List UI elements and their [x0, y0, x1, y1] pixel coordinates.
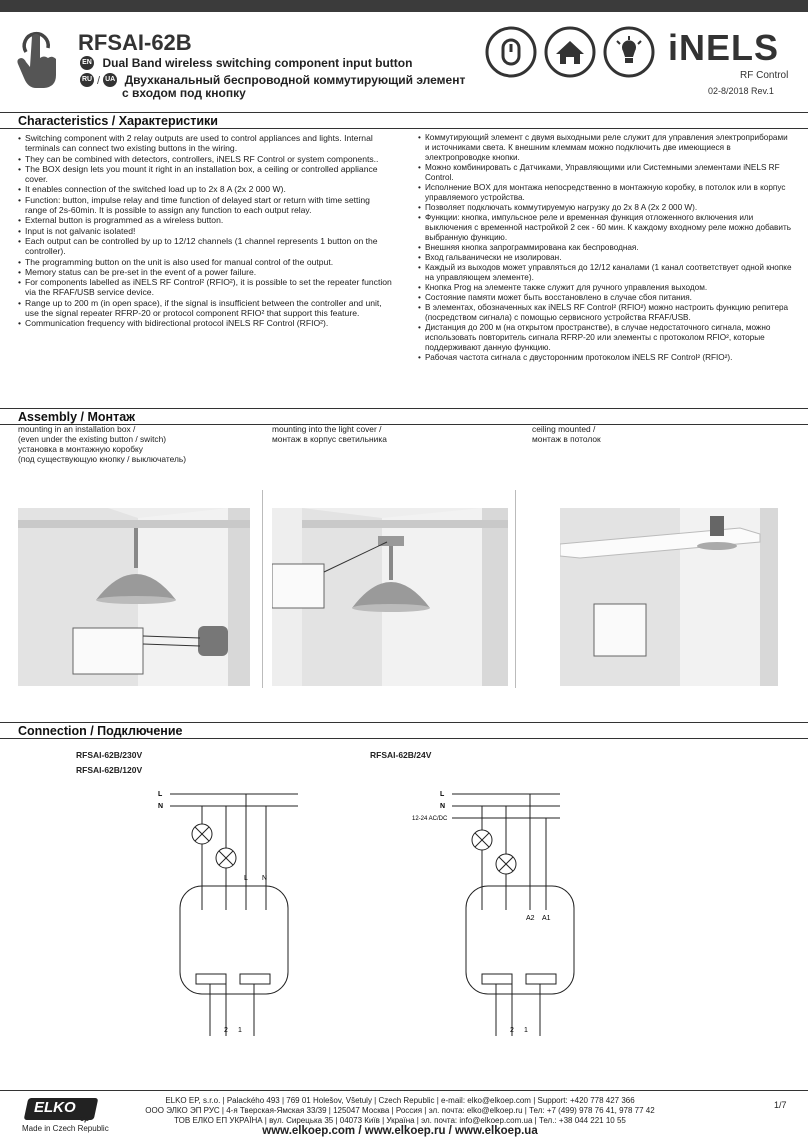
hand-pointer-icon [14, 22, 64, 88]
assembly-caption-2: mounting into the light cover / монтаж в корпус светильника [272, 424, 387, 444]
assembly-heading: Assembly / Монтаж [18, 410, 136, 424]
revision: 02-8/2018 Rev.1 [708, 86, 774, 96]
characteristics-en [18, 133, 392, 329]
power-icon [487, 28, 535, 76]
subtitle-en: Dual Band wireless switching component input button [102, 56, 413, 70]
divider [0, 722, 808, 723]
characteristic-item: • Кнопка Prog на элементе также служит для ручного управления выходом. [418, 283, 792, 293]
line-label-n: N [158, 803, 164, 810]
divider [0, 738, 808, 739]
terminal-label: N [262, 875, 268, 882]
footer-logo-ep: ep [80, 1114, 90, 1123]
lang-badge-en: EN [80, 56, 94, 70]
characteristic-item: • Состояние памяти может быть восстановлено в случае сбоя питания. [418, 293, 792, 303]
divider [0, 1090, 808, 1091]
button-label: 2 [224, 1027, 228, 1034]
button-label: 1 [524, 1027, 528, 1034]
footer-contacts [130, 1096, 670, 1136]
characteristic-item: • Коммутирующий элемент с двумя выходными реле служит для управления электроприборами и источниками света. К внешним клеммам можно подключить две имеющиеся в электропроводке кнопки. [418, 133, 792, 163]
page-number: 1/7 [774, 1100, 787, 1110]
model-label: RFSAI-62B/230V [76, 750, 143, 760]
characteristic-item: • Рабочая частота сигнала с двусторонним протоколом iNELS RF Control² (RFIO²). [418, 353, 792, 363]
characteristic-item: • Вход гальванически не изолирован. [418, 253, 792, 263]
brand-sub: RF Control [740, 70, 789, 81]
assembly-caption-1: mounting in an installation box / (even under the existing button / switch) установка в монтажную коробку (под существующую кнопку / выключатель) [18, 424, 186, 464]
characteristic-item: • Each output can be controlled by up to 12/12 channels (1 channel represents 1 button on the controller). [18, 236, 392, 257]
characteristic-item: • Можно комбинировать с Датчиками, Управляющими или Системными элементами iNELS RF Control. [418, 163, 792, 183]
product-title: RFSAI-62B [78, 30, 192, 55]
subtitle-en-row [80, 54, 412, 72]
characteristic-item: • Позволяет подключать коммутируемую нагрузку до 2x 8 A (2x 2 000 W). [418, 203, 792, 213]
wiring-diagram-230v [150, 786, 310, 1050]
characteristic-item: • For components labelled as iNELS RF Control² (RFIO²), it is possible to set the repeater function via the RFAF/USB service device. [18, 277, 392, 298]
characteristic-item: • They can be combined with detectors, controllers, iNELS RF Control or system components.. [18, 154, 392, 164]
characteristic-item: • Range up to 200 m (in open space), if the signal is insufficient between the controller and unit, use the signal repeater RFRP-20 or protocol component RFIO² that support this feature. [18, 298, 392, 319]
footer-line-cz: ELKO EP, s.r.o. | Palackého 493 | 769 01 Holešov, Všetuly | Czech Republic | e-mail: elko@elkoep.com | Support: +420 778 427 366 [165, 1096, 635, 1105]
terminal-label: A2 [526, 915, 535, 922]
divider [0, 128, 808, 129]
footer-logo: ELKO [34, 1099, 76, 1116]
divider [262, 490, 263, 688]
subtitle-ru-line2: с входом под кнопку [122, 86, 246, 100]
lang-badge-ua: UA [103, 73, 117, 87]
terminal-label: A1 [542, 915, 551, 922]
footer-line-ru: ООО ЭЛКО ЭП РУС | 4-я Тверская-Ямская 33/39 | 125047 Москва | Россия | эл. почта: elko@elkoep.ru | Тел: +7 (499) 978 76 41, 978 77 42 [145, 1106, 655, 1115]
bulb-icon [605, 28, 653, 76]
line-label-l: L [440, 791, 445, 798]
assembly-illustration-ceiling [560, 508, 778, 686]
house-icon [546, 28, 594, 76]
assembly-illustration-box [18, 508, 250, 686]
button-label: 1 [238, 1027, 242, 1034]
subtitle-ru-row: RU / UA Двухканальный беспроводной коммутирующий элемент [81, 73, 466, 87]
button-label: 2 [510, 1027, 514, 1034]
assembly-caption-3: ceiling mounted / монтаж в потолок [532, 424, 601, 444]
characteristic-item: • Дистанция до 200 м (на открытом пространстве), в случае недостаточного сигнала, можно использовать повторитель сигнала RFRP-20 или элементы с протоколом RFIO², которые поддерживают данную функцию. [418, 323, 792, 353]
line-label-l: L [158, 791, 163, 798]
wiring-diagram-24v [410, 786, 580, 1050]
characteristic-item: • Каждый из выходов может управляться до 12/12 каналами (1 канал соответствует одной кнопке на управляющем элементе). [418, 263, 792, 283]
characteristic-item: • В элементах, обозначенных как iNELS RF Control² (RFIO²) можно настроить функцию репитера (посредством сигнала) с помощью сервисного устройства RFAF/USB. [418, 303, 792, 323]
characteristic-item: • The programming button on the unit is also used for manual control of the output. [18, 257, 392, 267]
terminal-label: L [244, 875, 248, 882]
assembly-illustration-light-cover [272, 508, 508, 686]
characteristic-item: • Communication frequency with bidirectional protocol iNELS RF Control (RFIO²). [18, 318, 392, 328]
made-in: Made in Czech Republic [22, 1124, 109, 1133]
divider [0, 408, 808, 409]
subtitle-ru-line1: Двухканальный беспроводной коммутирующий элемент [124, 73, 466, 87]
divider [515, 490, 516, 688]
characteristic-item: • Функции: кнопка, импульсное реле и временная функция отложенного включения или выключения с временной настройкой 2 сек - 60 мин. К каждому входному реле можно добавить выбранную функцию. [418, 213, 792, 243]
footer-line-ua: ТОВ ЕЛКО ЕП УКРАЇНА | вул. Сирецька 35 | 04073 Київ | Україна | эл. почта: info@elkoep.com.ua | Тел.: +38 044 221 10 55 [174, 1116, 626, 1125]
characteristic-item: • Function: button, impulse relay and time function of delayed start or return with time setting range of 2s-60min. It is possible to assign any function to each output relay. [18, 195, 392, 216]
characteristic-item: • External button is programmed as a wireless button. [18, 215, 392, 225]
divider [0, 112, 808, 113]
brand-logo: iNELS [668, 27, 780, 68]
top-bar [0, 0, 808, 12]
characteristic-item: • Memory status can be pre-set in the event of a power failure. [18, 267, 392, 277]
characteristic-item: • Исполнение BOX для монтажа непосредственно в монтажную коробку, в потолок или в корпус управляемого устройства. [418, 183, 792, 203]
characteristic-item: • Внешняя кнопка запрограммирована как беспроводная. [418, 243, 792, 253]
line-label-n: N [440, 803, 446, 810]
characteristic-item: • The BOX design lets you mount it right in an installation box, a ceiling or controlled appliance cover. [18, 164, 392, 185]
model-label: RFSAI-62B/120V [76, 765, 143, 775]
connection-heading: Connection / Подключение [18, 724, 183, 738]
characteristic-item: • Switching component with 2 relay outputs are used to control appliances and lights. Internal terminals can connect two existing buttons in the wiring. [18, 133, 392, 154]
supply-label: 12-24 AC/DC [412, 816, 448, 822]
characteristics-heading: Characteristics / Характеристики [18, 114, 218, 128]
lang-badge-ru: RU [80, 73, 94, 87]
characteristic-item: • Input is not galvanic isolated! [18, 226, 392, 236]
characteristic-item: • It enables connection of the switched load up to 2x 8 A (2x 2 000 W). [18, 184, 392, 194]
footer-web[interactable]: www.elkoep.com / www.elkoep.ru / www.elkoep.ua [262, 1125, 538, 1137]
header-icons [484, 24, 656, 80]
characteristics-ru [418, 133, 792, 363]
model-label: RFSAI-62B/24V [370, 750, 432, 760]
